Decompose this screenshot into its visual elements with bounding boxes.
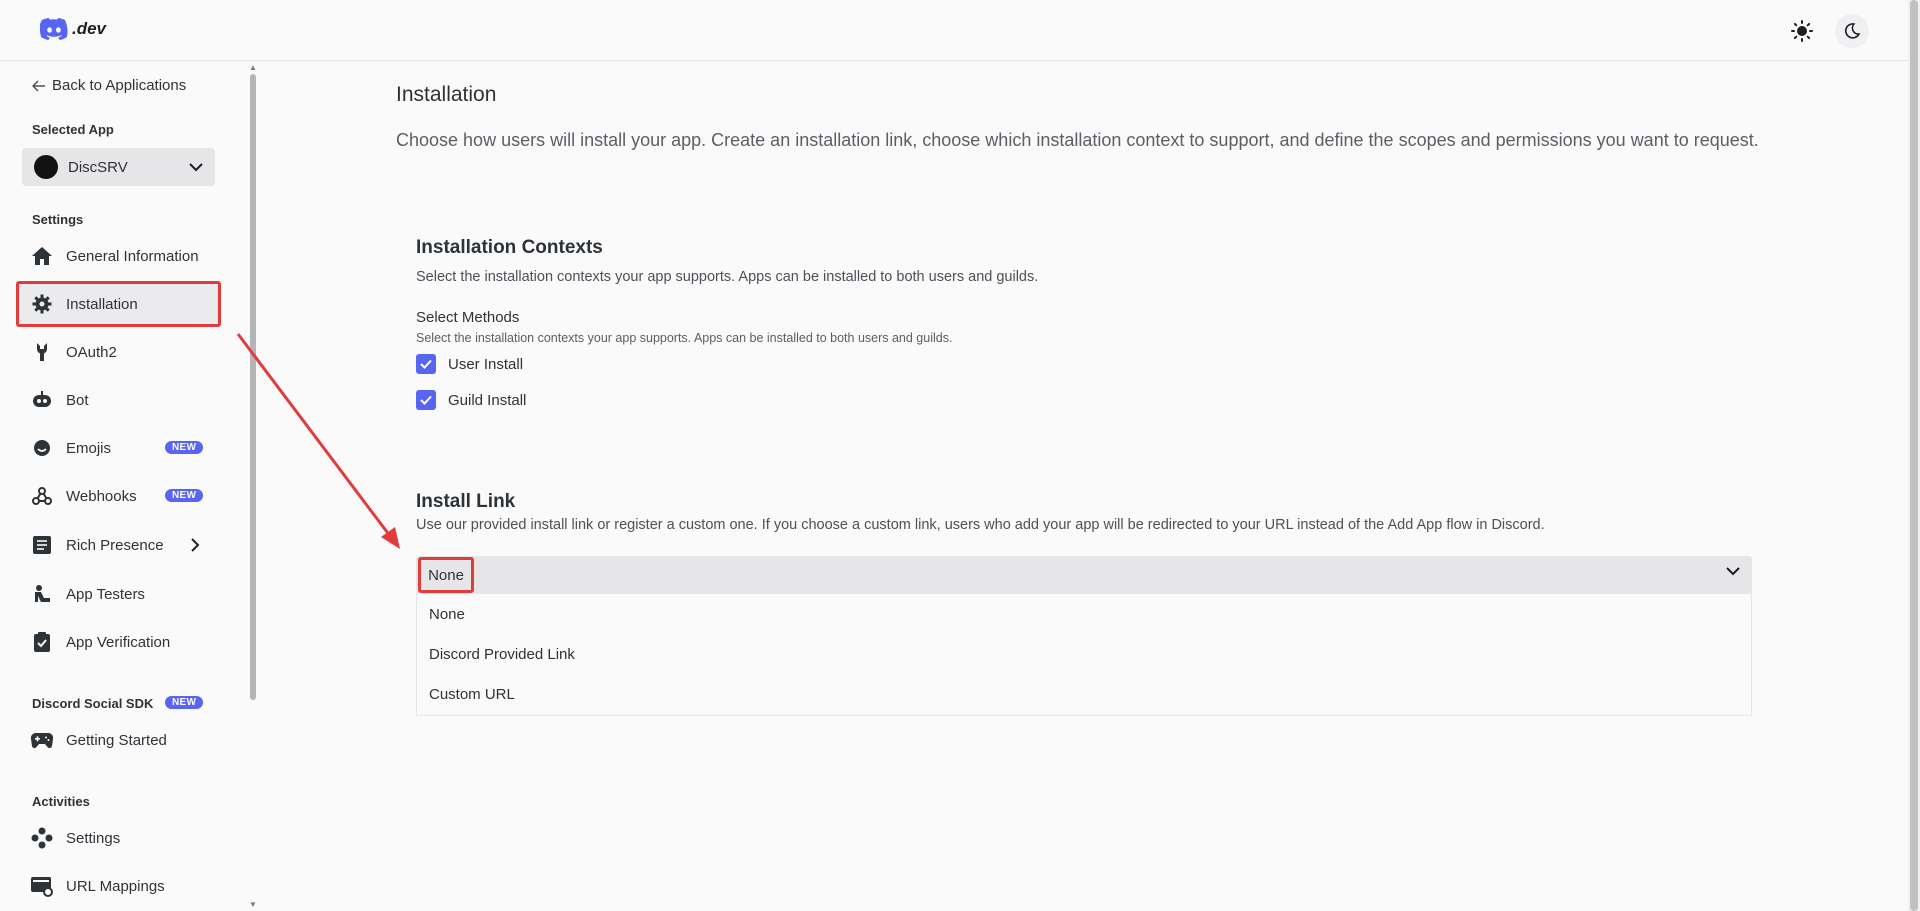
logo-text: .dev bbox=[72, 19, 107, 38]
new-badge: NEW bbox=[165, 489, 203, 502]
chevron-down-icon bbox=[1726, 567, 1740, 576]
robot-icon bbox=[30, 388, 54, 412]
page-scrollbar[interactable] bbox=[1908, 0, 1920, 911]
person-icon bbox=[30, 582, 54, 606]
scroll-down-icon[interactable]: ▼ bbox=[249, 900, 257, 909]
settings-label: Settings bbox=[32, 212, 84, 227]
install-link-description: Use our provided install link or register a custom one. If you choose a custom link, users who add your app will be redirected to your URL instead of the Add App flow in Discord. bbox=[416, 517, 1545, 533]
install-link-select[interactable] bbox=[416, 556, 1752, 594]
list-icon bbox=[30, 533, 54, 557]
activities-label: Activities bbox=[32, 794, 90, 809]
sidebar-scrollbar-thumb[interactable] bbox=[250, 74, 256, 700]
sidebar-item-label: URL Mappings bbox=[66, 877, 165, 895]
discord-dev-logo[interactable] bbox=[40, 18, 106, 40]
chevron-right-icon[interactable] bbox=[190, 537, 200, 553]
sidebar-item-app-verification[interactable] bbox=[30, 628, 170, 656]
installation-contexts-title: Installation Contexts bbox=[416, 237, 603, 258]
select-methods-description: Select the installation contexts your app supports. Apps can be installed to both users and guilds. bbox=[416, 331, 953, 345]
dropdown-option-custom-url[interactable]: Custom URL bbox=[429, 686, 515, 703]
sidebar-item-label: App Testers bbox=[66, 585, 145, 603]
sidebar-item-activity-settings[interactable] bbox=[30, 824, 120, 852]
guild-install-option[interactable] bbox=[416, 390, 526, 410]
guild-install-checkbox[interactable] bbox=[416, 390, 436, 410]
sidebar-item-label: OAuth2 bbox=[66, 343, 117, 361]
user-install-checkbox[interactable] bbox=[416, 354, 436, 374]
sidebar-item-label: Emojis bbox=[66, 439, 112, 457]
sidebar-item-emojis[interactable] bbox=[30, 434, 111, 462]
back-to-applications-link[interactable] bbox=[32, 77, 186, 94]
scroll-up-icon[interactable]: ▲ bbox=[249, 63, 257, 72]
user-install-label: User Install bbox=[448, 355, 524, 373]
installation-contexts-description: Select the installation contexts your app supports. Apps can be installed to both users and guilds. bbox=[416, 269, 1039, 285]
dropdown-option-discord-provided-link[interactable]: Discord Provided Link bbox=[429, 646, 575, 663]
clipboard-check-icon bbox=[30, 630, 54, 654]
sidebar-item-general-information[interactable] bbox=[30, 242, 199, 270]
sidebar-item-label: Installation bbox=[66, 295, 138, 313]
wrench-icon bbox=[30, 340, 54, 364]
select-methods-label: Select Methods bbox=[416, 309, 520, 326]
check-icon bbox=[420, 359, 432, 369]
sidebar-item-label: Getting Started bbox=[66, 731, 167, 749]
sidebar-item-rich-presence[interactable] bbox=[30, 531, 200, 559]
chevron-down-icon bbox=[189, 163, 203, 172]
sidebar-item-label: Rich Presence bbox=[66, 536, 164, 554]
back-label: Back to Applications bbox=[52, 77, 187, 94]
arrow-left-icon bbox=[32, 80, 46, 92]
sidebar-item-installation[interactable] bbox=[30, 290, 138, 318]
install-link-title: Install Link bbox=[416, 491, 516, 512]
sidebar-item-url-mappings[interactable] bbox=[30, 872, 165, 900]
sidebar-item-label: Webhooks bbox=[66, 487, 137, 505]
sidebar-item-webhooks[interactable] bbox=[30, 482, 137, 510]
social-sdk-label: Discord Social SDK bbox=[32, 696, 154, 711]
new-badge: NEW bbox=[165, 696, 203, 709]
dropdown-option-none[interactable]: None bbox=[429, 606, 465, 623]
sidebar-item-label: Bot bbox=[66, 391, 89, 409]
sidebar-item-getting-started[interactable] bbox=[30, 726, 167, 754]
sidebar-item-app-testers[interactable] bbox=[30, 580, 145, 608]
page-scrollbar-thumb[interactable] bbox=[1910, 0, 1918, 911]
smile-icon bbox=[30, 436, 54, 460]
gamepad-icon bbox=[30, 728, 54, 752]
sun-glyph bbox=[1791, 20, 1813, 42]
selected-app-label: Selected App bbox=[32, 122, 114, 137]
sidebar-item-label: Settings bbox=[66, 829, 121, 847]
app-name: DiscSRV bbox=[68, 158, 128, 176]
top-bar bbox=[0, 0, 1908, 61]
new-badge: NEW bbox=[165, 441, 203, 454]
install-link-selected-value: None bbox=[418, 557, 474, 593]
sidebar-item-label: General Information bbox=[66, 247, 199, 265]
moon-glyph bbox=[1843, 22, 1861, 40]
gear-icon bbox=[30, 292, 54, 316]
sidebar-item-oauth2[interactable] bbox=[30, 338, 117, 366]
sun-icon[interactable] bbox=[1785, 14, 1819, 48]
moon-icon[interactable] bbox=[1835, 14, 1869, 48]
url-mapping-icon bbox=[30, 874, 54, 898]
install-link-dropdown bbox=[416, 594, 1752, 716]
home-icon bbox=[30, 244, 54, 268]
app-selector[interactable] bbox=[22, 148, 215, 186]
app-avatar bbox=[34, 155, 58, 179]
webhook-icon bbox=[30, 484, 54, 508]
discord-logo-icon bbox=[40, 18, 70, 40]
page-description: Choose how users will install your app. Create an installation link, choose which installation context to support, and define the scopes and permissions you want to request. bbox=[396, 130, 1759, 150]
sidebar-item-bot[interactable] bbox=[30, 386, 89, 414]
check-icon bbox=[420, 395, 432, 405]
user-install-option[interactable] bbox=[416, 354, 523, 374]
activity-settings-icon bbox=[30, 826, 54, 850]
sidebar-scrollbar[interactable] bbox=[248, 62, 258, 911]
page-title: Installation bbox=[396, 83, 497, 106]
guild-install-label: Guild Install bbox=[448, 391, 527, 409]
sidebar-item-label: App Verification bbox=[66, 633, 171, 651]
